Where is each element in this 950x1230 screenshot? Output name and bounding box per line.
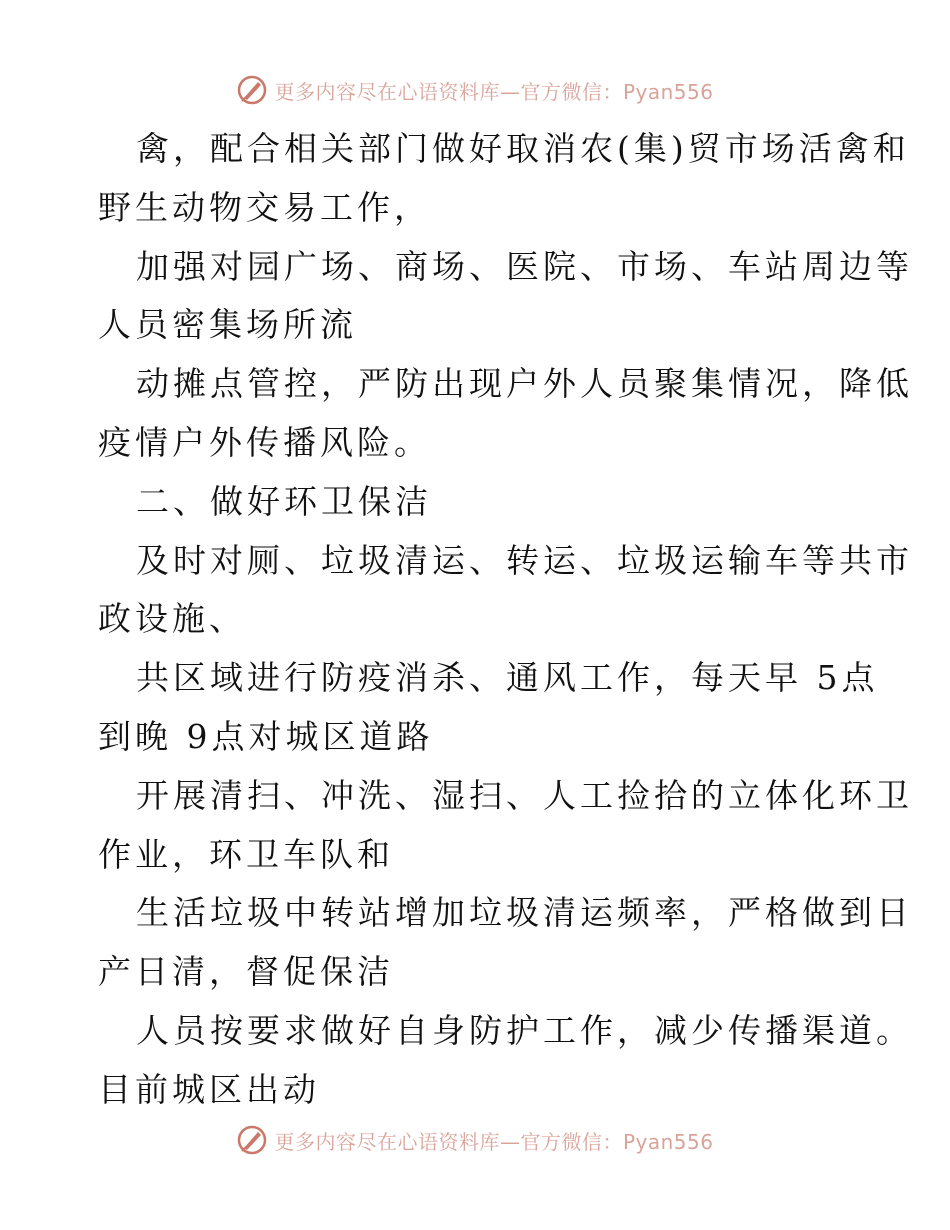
text-line: 二、做好环卫保洁 (136, 481, 432, 521)
text-line: 禽，配合相关部门做好取消农(集)贸市场活禽和 (136, 129, 910, 168)
text-line: 到晚 9点对城区道路 (98, 716, 434, 756)
text-line: 加强对园广场、商场、医院、市场、车站周边等 (136, 246, 913, 286)
text-line: 人员按要求做好自身防护工作，减少传播渠道。 (136, 1010, 913, 1050)
text-line: 野生动物交易工作， (98, 187, 431, 227)
feather-pen-logo-icon (236, 1124, 268, 1156)
text-line: 动摊点管控，严防出现户外人员聚集情况，降低 (136, 364, 913, 404)
text-line: 开展清扫、冲洗、湿扫、人工捡拾的立体化环卫 (136, 775, 913, 815)
document-body (98, 120, 913, 1120)
watermark-text: 更多内容尽在心语资料库—官方微信：Pyan556 (274, 1129, 714, 1154)
text-line: 产日清，督促保洁 (98, 952, 394, 992)
watermark-text: 更多内容尽在心语资料库—官方微信：Pyan556 (274, 79, 714, 104)
footer-watermark (0, 1120, 950, 1160)
text-line: 人员密集场所流 (98, 305, 357, 345)
text-line: 生活垃圾中转站增加垃圾清运频率，严格做到日 (136, 893, 913, 933)
text-line: 共区域进行防疫消杀、通风工作，每天早 5点 (136, 658, 879, 698)
text-line: 疫情户外传播风险。 (98, 422, 431, 462)
text-line: 目前城区出动 (98, 1069, 320, 1109)
feather-pen-logo-icon (236, 74, 268, 106)
text-line: 政设施、 (98, 599, 246, 639)
header-watermark (0, 70, 950, 110)
text-line: 作业，环卫车队和 (98, 834, 394, 874)
text-line: 及时对厕、垃圾清运、转运、垃圾运输车等共市 (136, 540, 913, 580)
